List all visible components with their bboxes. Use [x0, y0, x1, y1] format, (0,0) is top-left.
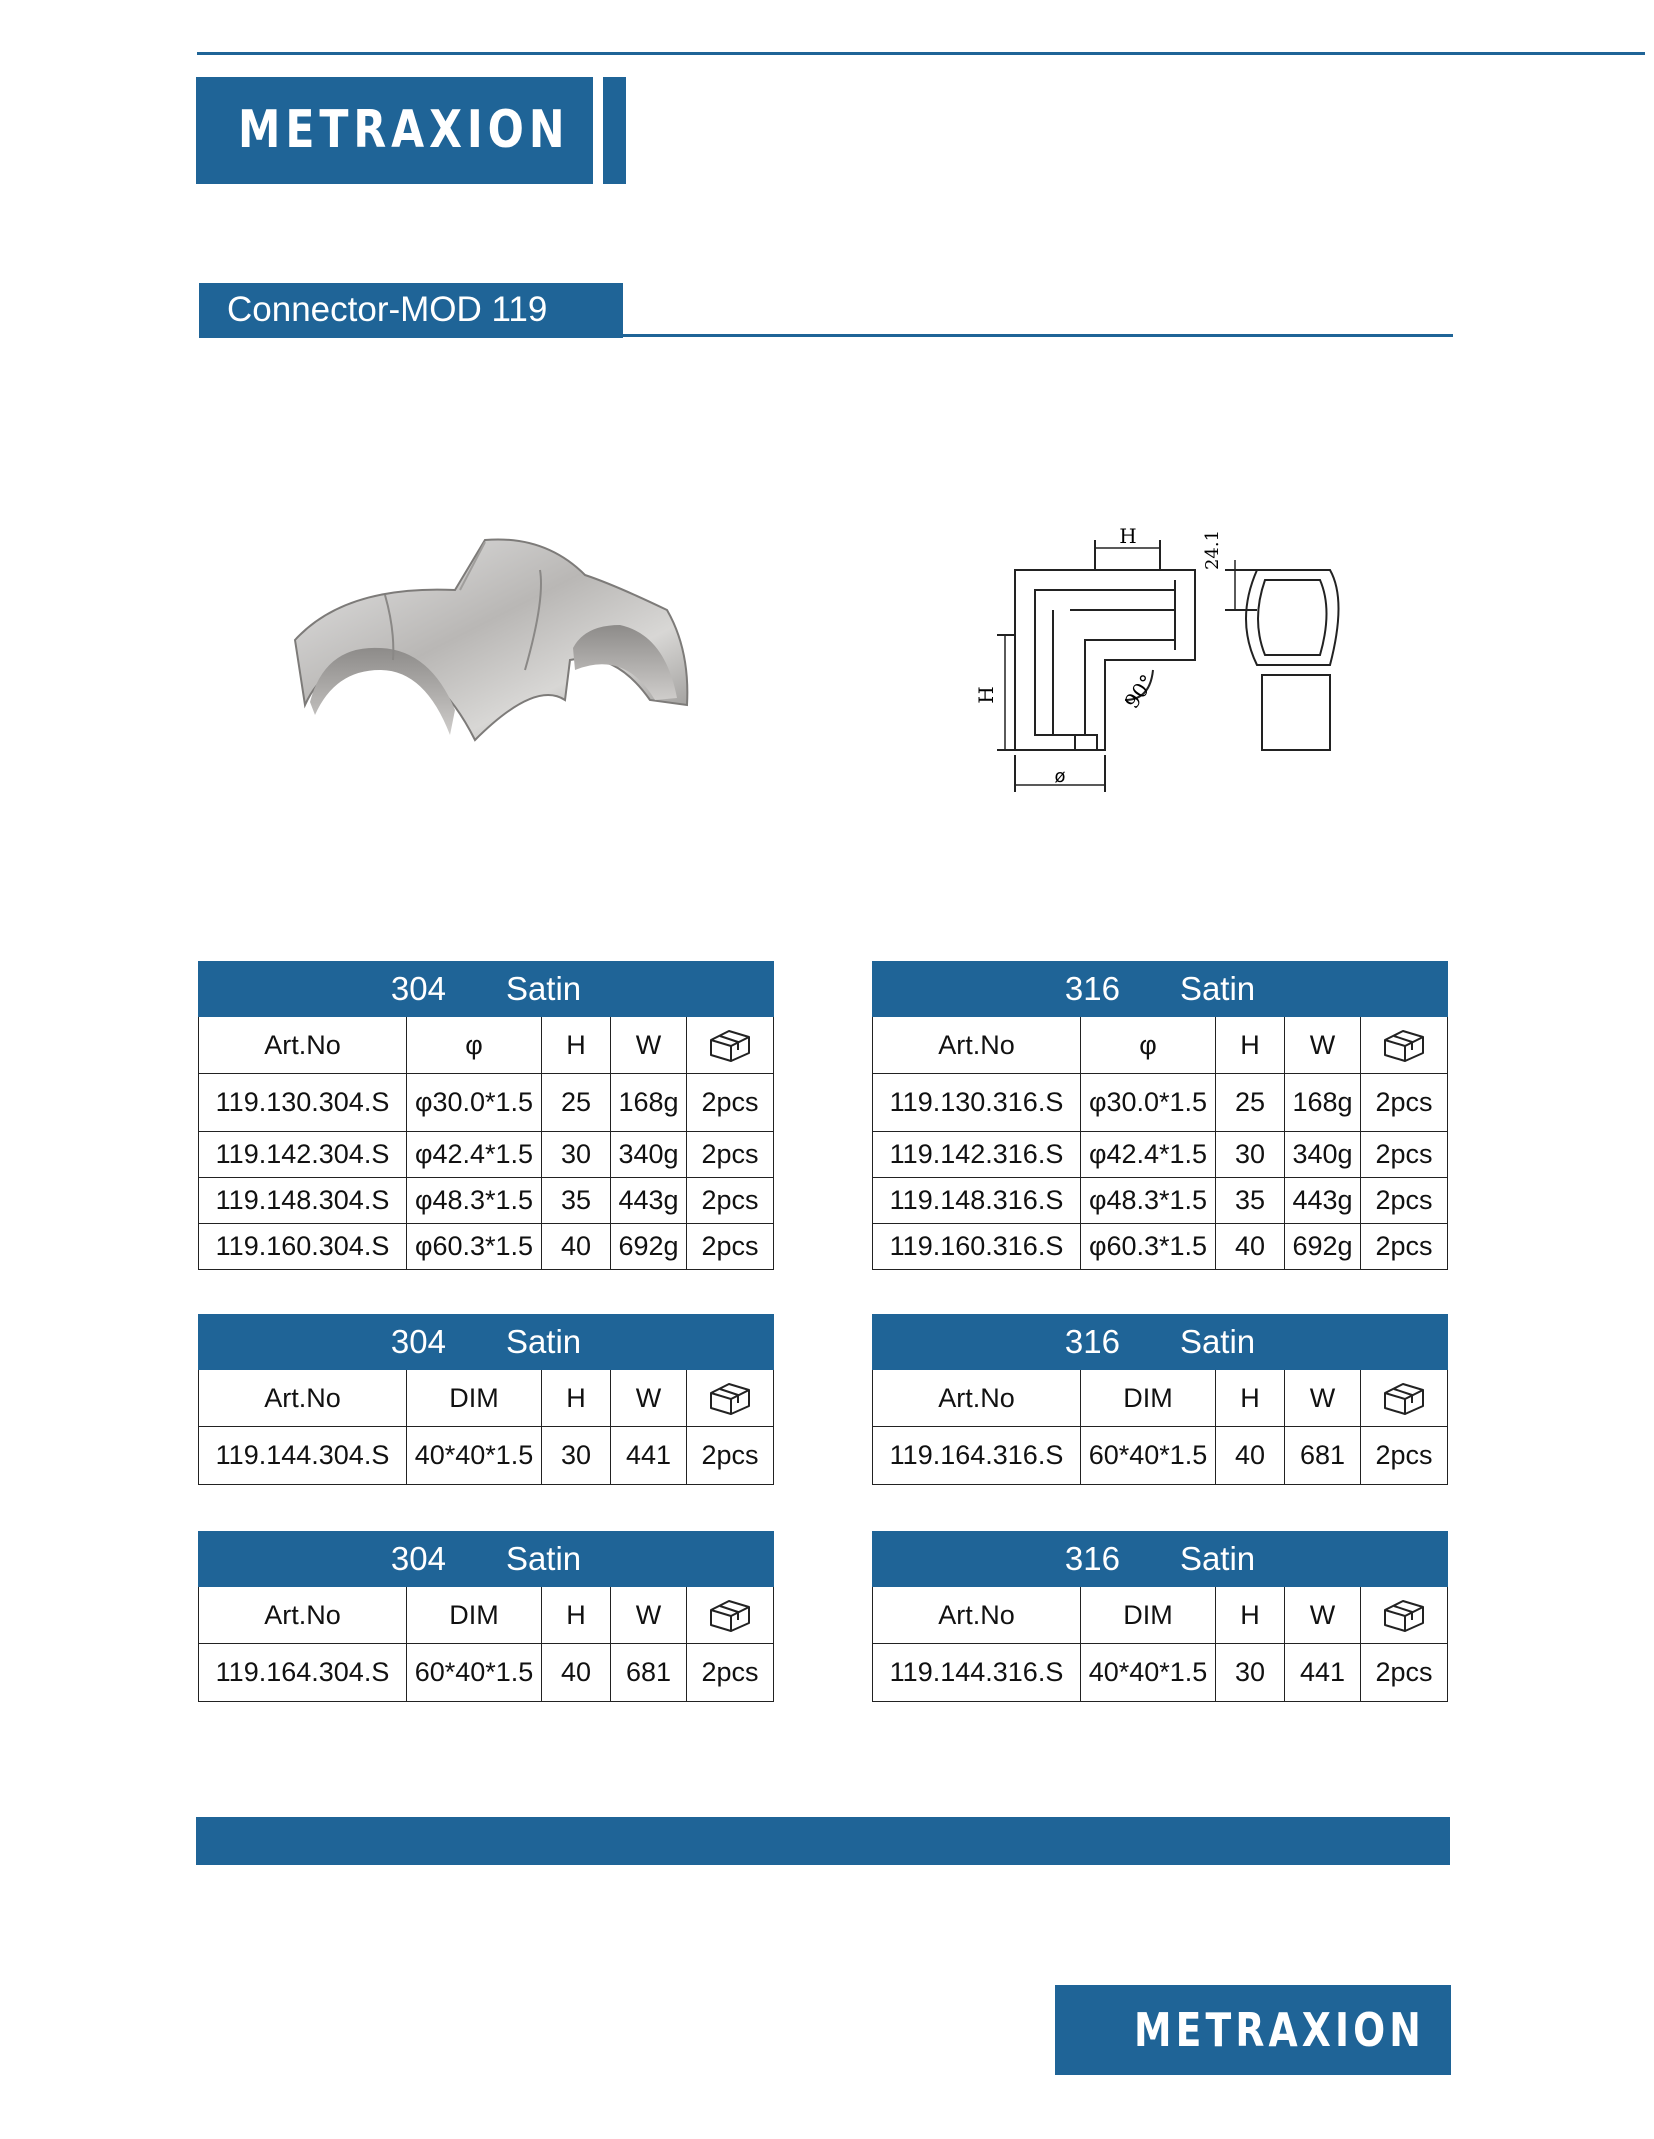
table-cell: φ42.4*1.5 — [407, 1132, 542, 1178]
column-header-package — [687, 1370, 774, 1427]
drawing-label-h-top: H — [1119, 524, 1137, 548]
table-cell: 40 — [1216, 1427, 1285, 1485]
table-cell: 35 — [542, 1178, 611, 1224]
table-cell: φ60.3*1.5 — [1081, 1224, 1216, 1270]
footer-logo-text: METRAXION — [1134, 2003, 1425, 2057]
table-cell: φ60.3*1.5 — [407, 1224, 542, 1270]
drawing-label-h-side: H — [974, 686, 998, 704]
table-title — [199, 1532, 774, 1587]
table-cell: 60*40*1.5 — [407, 1644, 542, 1702]
table-title — [199, 1315, 774, 1370]
table-cell: 40*40*1.5 — [407, 1427, 542, 1485]
material-finish: Satin — [1179, 1323, 1256, 1360]
column-header: W — [1285, 1370, 1361, 1427]
drawing-label-dimension: 24.1 — [1202, 529, 1223, 571]
material-grade: 304 — [390, 1323, 446, 1360]
table-cell: 119.164.304.S — [199, 1644, 407, 1702]
table-cell: 2pcs — [687, 1224, 774, 1270]
material-grade: 316 — [1064, 1323, 1120, 1360]
footer-bar — [196, 1817, 1450, 1865]
column-header: Art.No — [199, 1587, 407, 1644]
package-box-icon — [1381, 1596, 1427, 1634]
column-header: DIM — [1081, 1370, 1216, 1427]
table-cell: 692g — [611, 1224, 687, 1270]
drawing-label-angle: 90° — [1119, 670, 1160, 713]
table-cell: 25 — [1216, 1074, 1285, 1132]
column-header: H — [542, 1587, 611, 1644]
table-row — [873, 1074, 1448, 1132]
table-cell: 60*40*1.5 — [1081, 1427, 1216, 1485]
column-header: W — [611, 1587, 687, 1644]
column-header: H — [1216, 1370, 1285, 1427]
table-cell: 443g — [611, 1178, 687, 1224]
table-cell: 2pcs — [687, 1427, 774, 1485]
table-cell: 30 — [542, 1427, 611, 1485]
table-cell: φ48.3*1.5 — [1081, 1178, 1216, 1224]
table-cell: 119.164.316.S — [873, 1427, 1081, 1485]
spec-table-4 — [872, 1314, 1448, 1485]
column-header: W — [1285, 1017, 1361, 1074]
column-header: Art.No — [199, 1017, 407, 1074]
table-cell: 30 — [1216, 1132, 1285, 1178]
column-header: DIM — [407, 1587, 542, 1644]
column-header: H — [542, 1017, 611, 1074]
table-cell: 2pcs — [687, 1178, 774, 1224]
table-row — [873, 1132, 1448, 1178]
column-header: H — [542, 1370, 611, 1427]
column-header: W — [1285, 1587, 1361, 1644]
table-title — [873, 1532, 1448, 1587]
spec-table-6 — [872, 1531, 1448, 1702]
table-cell: 2pcs — [1361, 1132, 1448, 1178]
column-header-package — [687, 1017, 774, 1074]
column-header: Art.No — [873, 1017, 1081, 1074]
table-title — [873, 962, 1448, 1017]
material-grade: 316 — [1064, 970, 1120, 1007]
material-finish: Satin — [505, 1323, 582, 1360]
material-finish: Satin — [1179, 1540, 1256, 1577]
column-header-package — [1361, 1017, 1448, 1074]
table-row — [873, 1427, 1448, 1485]
table-row — [199, 1132, 774, 1178]
material-finish: Satin — [505, 1540, 582, 1577]
column-header-package — [1361, 1370, 1448, 1427]
table-cell: φ30.0*1.5 — [407, 1074, 542, 1132]
top-rule — [197, 52, 1645, 55]
table-cell: 119.160.304.S — [199, 1224, 407, 1270]
table-cell: 2pcs — [687, 1644, 774, 1702]
table-cell: 2pcs — [1361, 1224, 1448, 1270]
table-cell: 692g — [1285, 1224, 1361, 1270]
section-title: Connector-MOD 119 — [227, 290, 548, 329]
spec-table-1 — [198, 961, 774, 1270]
table-cell: 35 — [1216, 1178, 1285, 1224]
table-cell: 119.148.304.S — [199, 1178, 407, 1224]
column-header: φ — [1081, 1017, 1216, 1074]
table-cell: 441 — [611, 1427, 687, 1485]
column-header: DIM — [1081, 1587, 1216, 1644]
table-cell: φ42.4*1.5 — [1081, 1132, 1216, 1178]
package-box-icon — [1381, 1379, 1427, 1417]
material-finish: Satin — [505, 970, 582, 1007]
table-cell: 168g — [611, 1074, 687, 1132]
column-header-package — [1361, 1587, 1448, 1644]
table-cell: 119.130.304.S — [199, 1074, 407, 1132]
table-cell: 40 — [542, 1644, 611, 1702]
column-header: H — [1216, 1017, 1285, 1074]
table-title — [199, 962, 774, 1017]
brand-logo-text: METRAXION — [238, 100, 570, 160]
table-row — [199, 1427, 774, 1485]
product-photo — [285, 530, 695, 770]
table-cell: φ48.3*1.5 — [407, 1178, 542, 1224]
table-cell: 30 — [1216, 1644, 1285, 1702]
table-cell: 441 — [1285, 1644, 1361, 1702]
column-header: Art.No — [873, 1370, 1081, 1427]
table-row — [199, 1224, 774, 1270]
section-rule — [199, 334, 1453, 337]
table-cell: 119.148.316.S — [873, 1178, 1081, 1224]
column-header: Art.No — [199, 1370, 407, 1427]
material-grade: 304 — [390, 1540, 446, 1577]
table-cell: 40 — [1216, 1224, 1285, 1270]
table-cell: 681 — [611, 1644, 687, 1702]
table-cell: 119.160.316.S — [873, 1224, 1081, 1270]
spec-table-3 — [198, 1314, 774, 1485]
spec-table-2 — [872, 961, 1448, 1270]
table-cell: φ30.0*1.5 — [1081, 1074, 1216, 1132]
table-cell: 30 — [542, 1132, 611, 1178]
column-header: W — [611, 1370, 687, 1427]
table-cell: 2pcs — [1361, 1644, 1448, 1702]
table-cell: 2pcs — [1361, 1427, 1448, 1485]
table-cell: 2pcs — [687, 1074, 774, 1132]
column-header: W — [611, 1017, 687, 1074]
table-row — [199, 1644, 774, 1702]
column-header: H — [1216, 1587, 1285, 1644]
drawing-label-diameter: ø — [1054, 766, 1066, 787]
table-title — [873, 1315, 1448, 1370]
table-cell: 2pcs — [687, 1132, 774, 1178]
package-box-icon — [707, 1379, 753, 1417]
table-cell: 119.144.304.S — [199, 1427, 407, 1485]
material-grade: 316 — [1064, 1540, 1120, 1577]
table-row — [199, 1178, 774, 1224]
table-cell: 119.142.304.S — [199, 1132, 407, 1178]
table-cell: 681 — [1285, 1427, 1361, 1485]
package-box-icon — [1381, 1026, 1427, 1064]
table-cell: 340g — [611, 1132, 687, 1178]
table-row — [873, 1644, 1448, 1702]
package-box-icon — [707, 1026, 753, 1064]
column-header: φ — [407, 1017, 542, 1074]
table-cell: 40 — [542, 1224, 611, 1270]
column-header: DIM — [407, 1370, 542, 1427]
column-header: Art.No — [873, 1587, 1081, 1644]
package-box-icon — [707, 1596, 753, 1634]
column-header-package — [687, 1587, 774, 1644]
material-grade: 304 — [390, 970, 446, 1007]
table-cell: 168g — [1285, 1074, 1361, 1132]
table-cell: 119.142.316.S — [873, 1132, 1081, 1178]
table-cell: 2pcs — [1361, 1074, 1448, 1132]
table-cell: 40*40*1.5 — [1081, 1644, 1216, 1702]
spec-table-5 — [198, 1531, 774, 1702]
material-finish: Satin — [1179, 970, 1256, 1007]
table-row — [873, 1224, 1448, 1270]
table-row — [873, 1178, 1448, 1224]
table-cell: 119.144.316.S — [873, 1644, 1081, 1702]
technical-drawing — [935, 510, 1365, 800]
table-cell: 25 — [542, 1074, 611, 1132]
table-cell: 2pcs — [1361, 1178, 1448, 1224]
table-cell: 340g — [1285, 1132, 1361, 1178]
table-cell: 443g — [1285, 1178, 1361, 1224]
table-row — [199, 1074, 774, 1132]
brand-accent-bar — [603, 77, 626, 184]
table-cell: 119.130.316.S — [873, 1074, 1081, 1132]
